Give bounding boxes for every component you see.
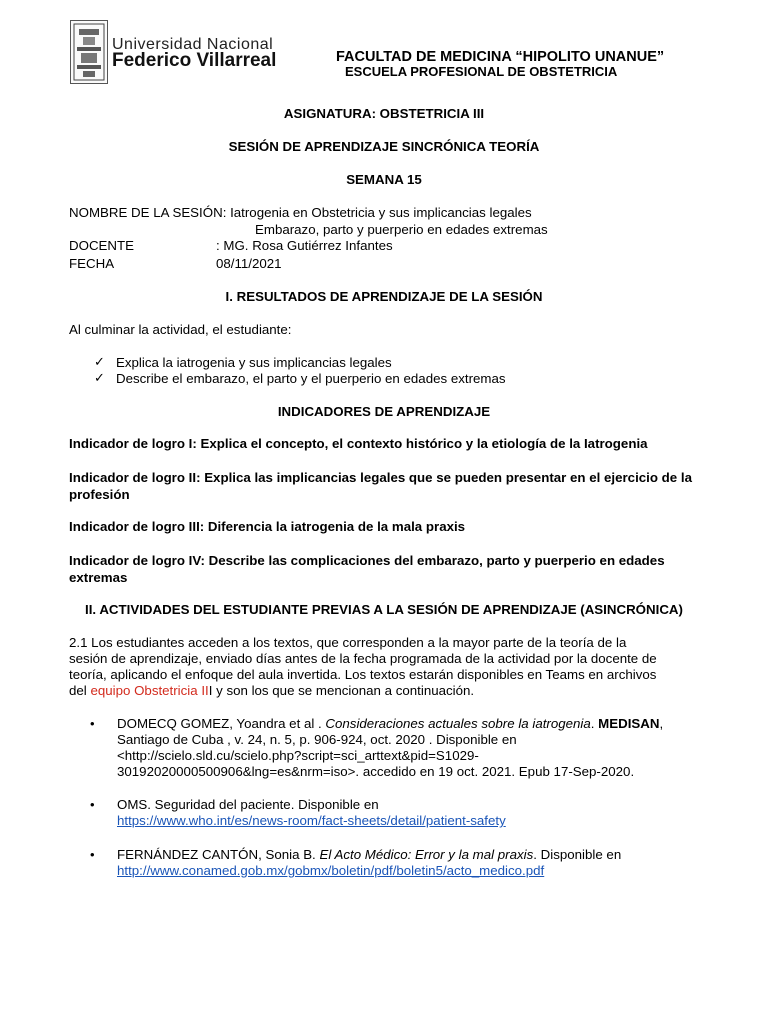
faculty-name: FACULTAD DE MEDICINA “HIPOLITO UNANUE” (336, 49, 665, 65)
reference-3-line1 (117, 847, 621, 863)
university-name-line2: Federico Villarreal (112, 50, 277, 71)
asignatura-title: ASIGNATURA: OBSTETRICIA III (283, 106, 485, 121)
session-name-line1: NOMBRE DE LA SESIÓN: Iatrogenia en Obstetricia y sus implicancias legales (69, 205, 532, 220)
ref-author: FERNÁNDEZ CANTÓN, Sonia B. (117, 847, 320, 862)
fecha-value: 08/11/2021 (216, 256, 282, 271)
indicator-2-line1: Indicador de logro II: Explica las implicancias legales que se pueden presentar en el ejercicio de la (69, 470, 692, 485)
bullet-icon: • (90, 847, 95, 862)
section2-paragraph-line4 (69, 683, 474, 699)
section1-heading: I. RESULTADOS DE APRENDIZAJE DE LA SESIÓN (225, 289, 543, 304)
session-name-line2: Embarazo, parto y puerperio en edades extremas (255, 222, 548, 237)
indicators-heading: INDICADORES DE APRENDIZAJE (277, 404, 491, 419)
ref-punct: , (659, 716, 664, 731)
indicator-3: Indicador de logro III: Diferencia la iatrogenia de la mala praxis (69, 519, 466, 534)
indicator-4-line2: extremas (69, 570, 128, 585)
university-name-line1: Universidad Nacional (112, 36, 274, 53)
reference-1-line3: <http://scielo.sld.cu/scielo.php?script=sci_arttext&pid=S1029- (117, 748, 479, 763)
fecha-label: FECHA (69, 256, 115, 271)
school-name: ESCUELA PROFESIONAL DE OBSTETRICIA (345, 64, 618, 79)
reference-1-line1 (117, 716, 663, 732)
paragraph-text: I y son los que se mencionan a continuación. (208, 683, 475, 698)
ref-journal: MEDISAN (598, 716, 660, 731)
session-title: SESIÓN DE APRENDIZAJE SINCRÓNICA TEORÍA (228, 139, 540, 154)
reference-1-line2: Santiago de Cuba , v. 24, n. 5, p. 906-924, oct. 2020 . Disponible en (117, 732, 517, 747)
result-item-1: Explica la iatrogenia y sus implicancias legales (116, 355, 392, 370)
section1-intro: Al culminar la actividad, el estudiante: (69, 322, 292, 337)
indicator-2-line2: profesión (69, 487, 130, 502)
ref-title: El Acto Médico: Error y la mal praxis (319, 847, 534, 862)
week-title: SEMANA 15 (346, 172, 422, 187)
bullet-icon: • (90, 716, 95, 731)
reference-2-link[interactable]: https://www.who.int/es/news-room/fact-sheets/detail/patient-safety (117, 813, 506, 828)
ref-title: Consideraciones actuales sobre la iatrogenia (325, 716, 591, 731)
check-icon: ✓ (94, 370, 105, 385)
indicator-4-line1: Indicador de logro IV: Describe las complicaciones del embarazo, parto y puerperio en edades (69, 553, 665, 568)
section2-paragraph-line2: sesión de aprendizaje, enviado días antes de la fecha programada de la actividad por la docente de (69, 651, 657, 666)
section2-heading: II. ACTIVIDADES DEL ESTUDIANTE PREVIAS A LA SESIÓN DE APRENDIZAJE (ASINCRÓNICA) (85, 602, 683, 617)
ref-punct: . (590, 716, 599, 731)
reference-3-link[interactable]: http://www.conamed.gob.mx/gobmx/boletin/pdf/boletin5/acto_medico.pdf (117, 863, 545, 878)
reference-2-line1: OMS. Seguridad del paciente. Disponible en (117, 797, 379, 812)
bullet-icon: • (90, 797, 95, 812)
team-name-highlight: equipo Obstetricia II (90, 683, 209, 698)
docente-value: : MG. Rosa Gutiérrez Infantes (216, 238, 393, 253)
indicator-1: Indicador de logro I: Explica el concepto, el contexto histórico y la etiología de la Iatrogenia (69, 436, 648, 451)
university-logo-icon (70, 20, 108, 84)
reference-1-line4: 30192020000500906&lng=es&nrm=iso>. accedido en 19 oct. 2021. Epub 17-Sep-2020. (117, 764, 635, 779)
section2-paragraph-line3: teoría, aplicando el enfoque del aula invertida. Los textos estarán disponibles en Teams en archivos (69, 667, 657, 682)
ref-author: DOMECQ GOMEZ, Yoandra et al . (117, 716, 326, 731)
ref-available: . Disponible en (533, 847, 622, 862)
result-item-2: Describe el embarazo, el parto y el puerperio en edades extremas (116, 371, 506, 386)
check-icon: ✓ (94, 354, 105, 369)
paragraph-text: del (69, 683, 91, 698)
docente-label: DOCENTE (69, 238, 135, 253)
section2-paragraph-line1: 2.1 Los estudiantes acceden a los textos, que corresponden a la mayor parte de la teoría de la (69, 635, 627, 650)
